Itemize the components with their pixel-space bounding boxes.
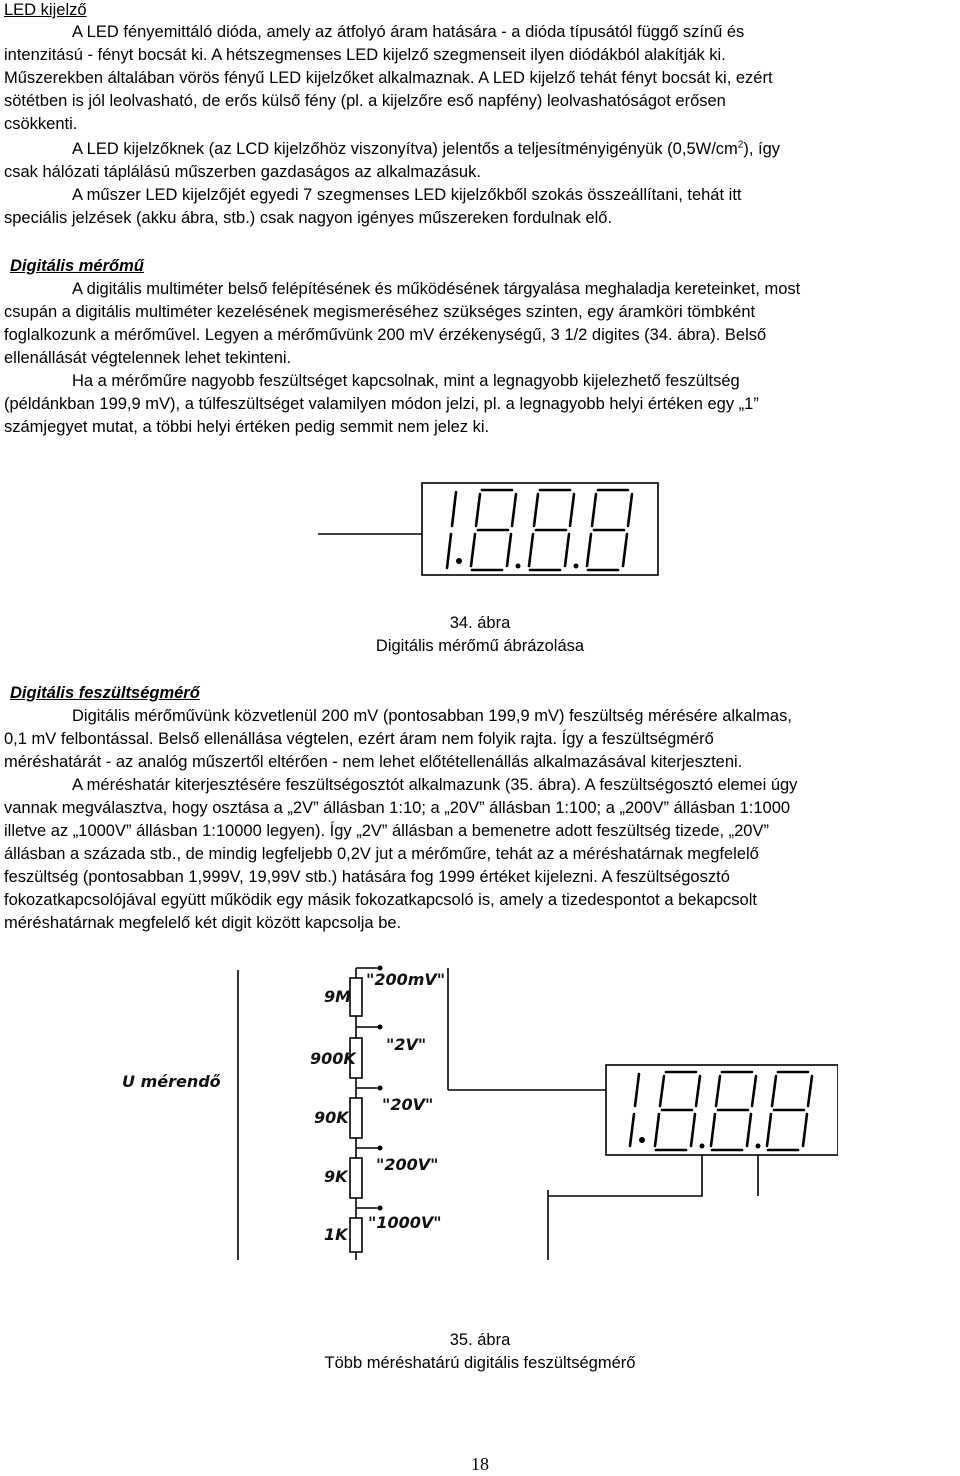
figure-35-caption: Több méréshatárú digitális feszültségmérő (324, 1354, 636, 1372)
range-label: "2V" (386, 1035, 427, 1054)
paragraph-line: csupán a digitális multiméter kezelésének megismeréséhez szükséges szinten, egy áramköri tömbként (4, 303, 756, 321)
resistor-1k (324, 1218, 362, 1252)
paragraph-line: csökkenti. (4, 115, 78, 133)
paragraph-line: méréshatárnak megfelelő két digit között kapcsolja be. (4, 914, 402, 932)
digit-eight (529, 490, 579, 570)
resistor-9k (324, 1158, 362, 1198)
digit-eight (471, 490, 521, 570)
digit-eight (655, 1072, 705, 1150)
range-label: "200V" (376, 1155, 439, 1174)
section-title-meter: Digitális mérőmű (10, 257, 144, 275)
figure-35-number: 35. ábra (449, 1331, 511, 1349)
figure-34-display (318, 478, 664, 580)
paragraph-line: ellenállását végtelennek lehet tekinteni. (4, 349, 292, 367)
svg-text:90K: 90K (314, 1108, 349, 1127)
digit-one (630, 1074, 645, 1146)
paragraph-line: számjegyet mutat, a többi helyi értéken pedig semmit nem jelez ki. (4, 418, 490, 436)
digit-eight (711, 1072, 761, 1150)
digit-eight (587, 490, 632, 570)
paragraph-line: fokozatkapcsolójával együtt működik egy másik fokozatkapcsoló is, amely a tizedespontot a bekapcsolt (4, 891, 757, 909)
paragraph-line: méréshatárát - az analóg műszertől eltérően - nem lehet előtétellenállás alkalmazásával kiterjeszteni. (4, 753, 743, 771)
switch-contact (378, 1025, 383, 1030)
switch-contact (378, 1086, 383, 1091)
range-label: "1000V" (368, 1213, 442, 1232)
switch-contact (378, 1146, 383, 1151)
figure-35-schematic (118, 960, 838, 1260)
section-title-voltmeter: Digitális feszültségmérő (10, 684, 200, 702)
paragraph-line: feszültség (pontosabban 1,999V, 19,99V stb.) hatására fog 1999 értéket kijelezni. A feszültségosztó (4, 868, 730, 886)
svg-text:1K: 1K (324, 1225, 348, 1244)
switch-contact (378, 1206, 383, 1211)
svg-text:9M: 9M (324, 987, 352, 1006)
paragraph-line: Ha a mérőműre nagyobb feszültséget kapcsolnak, mint a legnagyobb kijelezhető feszültség (72, 372, 740, 390)
dp-wire (548, 1155, 702, 1196)
paragraph-line: állásban a százada stb., de mindig legfeljebb 0,2V jut a mérőműre, tehát az a méréshatárnak megfelelő (4, 845, 759, 863)
paragraph-line: csak hálózati táplálású műszerben gazdaságos az alkalmazásuk. (4, 163, 481, 181)
paragraph-line: sötétben is jól leolvasható, de erős külső fény (pl. a kijelzőre eső napfény) leolvashatóságot erősen (4, 92, 726, 110)
superscript: 2 (737, 139, 744, 151)
paragraph-line-power: A LED kijelzőknek (az LCD kijelzőhöz viszonyítva) jelentős a teljesítményigényük $(0,5W/cm^2)$, így (72, 139, 781, 158)
figure-34-caption: Digitális mérőmű ábrázolása (375, 637, 585, 655)
paragraph-line: Műszerekben általában vörös fényű LED kijelzőket alkalmaznak. A LED kijelző tehát fényt bocsát ki, ezért (4, 69, 773, 87)
paragraph-line: Digitális mérőművünk közvetlenül 200 mV (pontosabban 199,9 mV) feszültség mérésére alkalmas, (72, 707, 792, 725)
paragraph-line: (példánkban 199,9 mV), a túlfeszültséget valamilyen módon jelzi, pl. a legnagyobb helyi értéken egy „1” (4, 395, 759, 413)
digit-one (447, 492, 462, 568)
digit-eight (767, 1072, 812, 1150)
svg-text:900K: 900K (310, 1049, 356, 1068)
paragraph-line: A LED fényemittáló dióda, amely az átfolyó áram hatására - a dióda típusától függő színű és (72, 23, 745, 41)
input-label: U mérendő (122, 1072, 221, 1091)
svg-text:9K: 9K (324, 1167, 348, 1186)
paragraph-line: A méréshatár kiterjesztésére feszültségosztót alkalmazunk (35. ábra). A feszültségosztó elemei úgy (72, 776, 798, 794)
range-label: "200mV" (366, 970, 446, 989)
paragraph-line: speciális jelzések (akku ábra, stb.) csak nagyon igényes műszereken fordulnak elő. (4, 209, 613, 227)
paragraph-line: vannak megválasztva, hogy osztása a „2V” állásban 1:10; a „20V” állásban 1:100; a „200V” állásban 1:1000 (4, 799, 791, 817)
paragraph-line: foglalkozunk a mérőművel. Legyen a mérőművünk 200 mV érzékenységű, 3 1/2 digites (34. ábra). Belső (4, 326, 767, 344)
page-number: 18 (471, 1454, 489, 1474)
paragraph-line: A műszer LED kijelzőjét egyedi 7 szegmenses LED kijelzőkből szokás összeállítani, tehát itt (72, 186, 742, 204)
range-label: "20V" (382, 1095, 434, 1114)
resistor-900k (310, 1038, 362, 1078)
figure-34-number: 34. ábra (449, 614, 511, 632)
paragraph-line: A digitális multiméter belső felépítésének és működésének tárgyalása meghaladja kereteinket, most (72, 280, 801, 298)
resistor-9m (324, 978, 362, 1016)
section-title-led: LED kijelző (4, 1, 87, 19)
resistor-90k (314, 1098, 362, 1138)
paragraph-line: intenzitású - fényt bocsát ki. A hétszegmenses LED kijelző szegmenseit ilyen diódákból alakítják ki. (4, 46, 726, 64)
paragraph-line: 0,1 mV felbontással. Belső ellenállása végtelen, ezért áram nem folyik rajta. Így a feszültségmérő (4, 730, 714, 748)
paragraph-line: illetve az „1000V” állásban 1:10000 legyen). Így „2V” állásban a bemenetre adott feszültség tizede, „20V” (4, 822, 769, 840)
